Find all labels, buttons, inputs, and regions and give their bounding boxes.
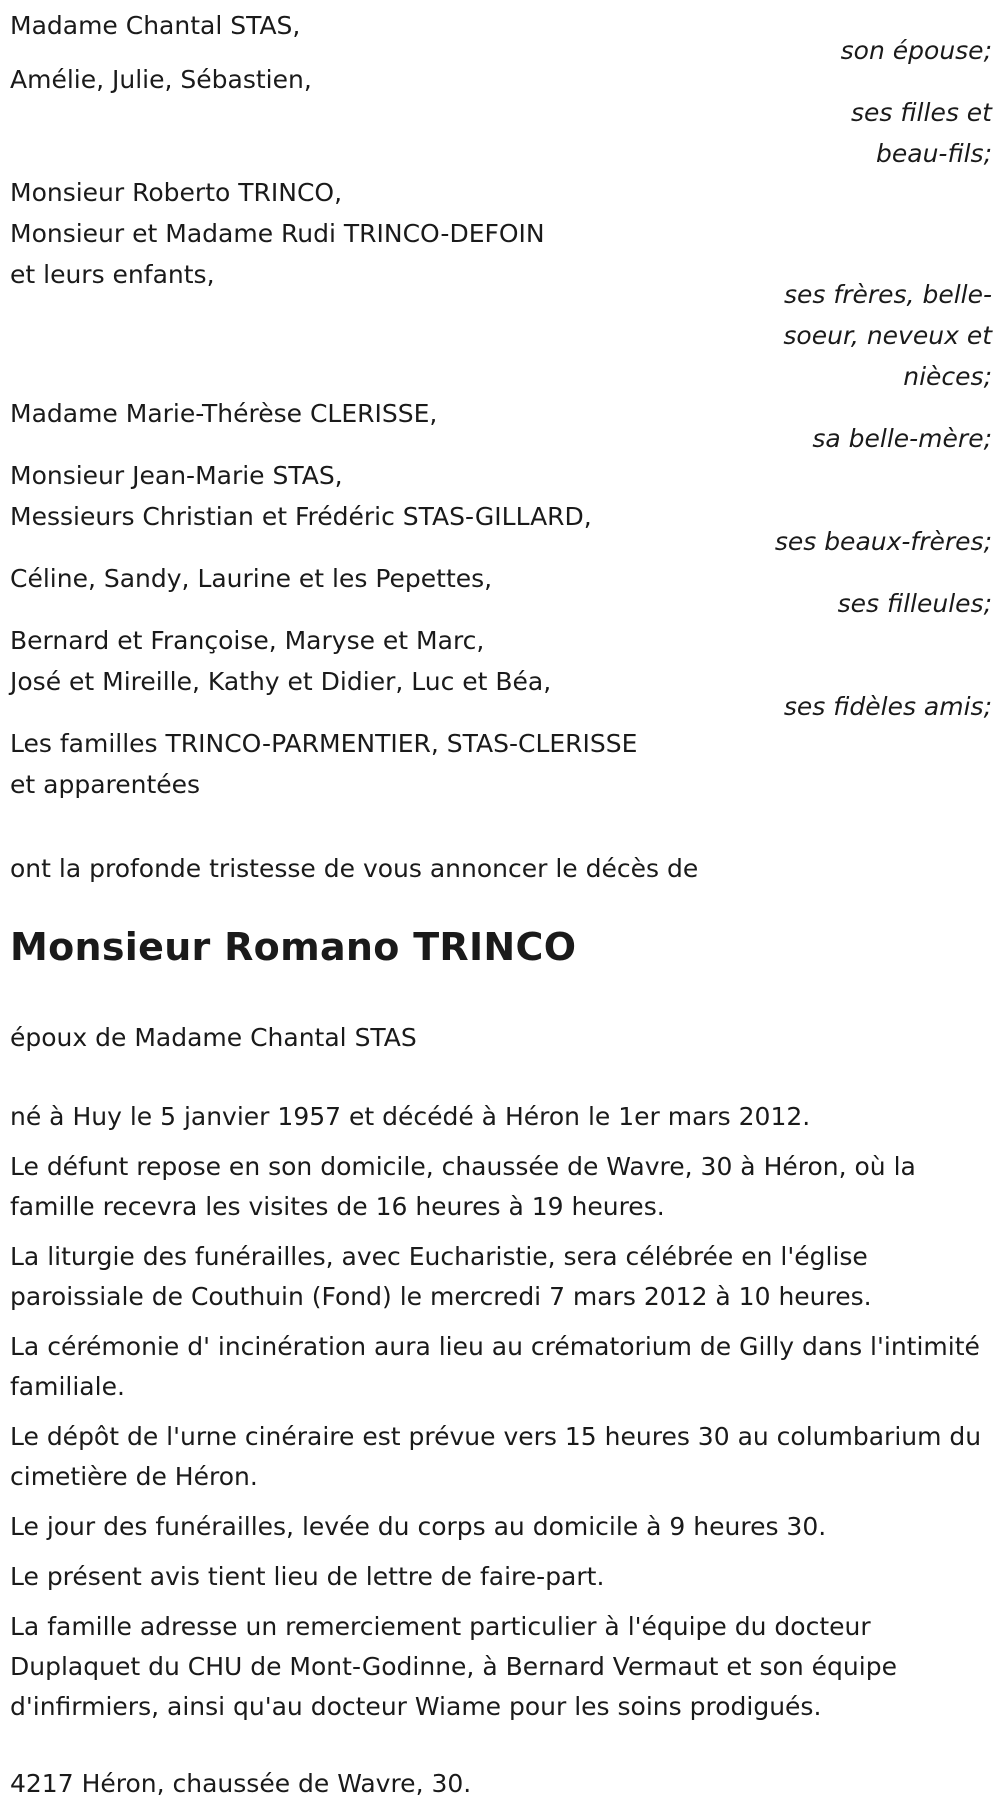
family-group-names xyxy=(10,620,670,702)
family-name-line: Monsieur Jean-Marie STAS, xyxy=(10,461,343,490)
family-group-names xyxy=(10,5,670,46)
family-name-line: Amélie, Julie, Sébastien, xyxy=(10,65,312,94)
family-group-names xyxy=(10,455,670,537)
deceased-name-heading: Monsieur Romano TRINCO xyxy=(10,925,577,969)
family-name-line: Madame Marie-Thérèse CLERISSE, xyxy=(10,399,438,428)
detail-paragraph: Le présent avis tient lieu de lettre de faire-part. xyxy=(10,1562,605,1591)
family-group-names xyxy=(10,723,670,805)
family-name-line: Messieurs Christian et Frédéric STAS-GILLARD, xyxy=(10,502,592,531)
family-name-line: et leurs enfants, xyxy=(10,260,215,289)
family-name-line: et apparentées xyxy=(10,770,201,799)
detail-paragraph: La liturgie des funérailles, avec Eucharistie, sera célébrée en l'église paroissiale de Couthuin (Fond) le mercredi 7 mars 2012 à 10 heures. xyxy=(10,1242,872,1311)
detail-paragraph: Le jour des funérailles, levée du corps au domicile à 9 heures 30. xyxy=(10,1512,827,1541)
family-group-role xyxy=(742,686,992,727)
family-role-line: ses filles et xyxy=(851,98,992,127)
family-name-line: Monsieur Roberto TRINCO, xyxy=(10,178,343,207)
family-name-line: José et Mireille, Kathy et Didier, Luc et Béa, xyxy=(10,667,552,696)
detail-paragraph: La cérémonie d' incinération aura lieu au crématorium de Gilly dans l'intimité familiale. xyxy=(10,1332,980,1401)
family-name-line: Monsieur et Madame Rudi TRINCO-DEFOIN xyxy=(10,219,545,248)
detail-paragraph: La famille adresse un remerciement particulier à l'équipe du docteur Duplaquet du CHU de Mont-Godinne, à Bernard Vermaut et son équipe d'infirmiers, ainsi qu'au docteur Wiame pour les soins prodigués. xyxy=(10,1612,897,1721)
family-role-line: soeur, neveux et xyxy=(783,321,992,350)
details-section xyxy=(10,1097,995,1737)
family-role-line: nièces; xyxy=(903,362,992,391)
family-role-line: son épouse; xyxy=(840,36,992,65)
family-group-names xyxy=(10,393,670,434)
family-role-line: sa belle-mère; xyxy=(812,424,992,453)
family-name-line: Les familles TRINCO-PARMENTIER, STAS-CLERISSE xyxy=(10,729,638,758)
spouse-line: époux de Madame Chantal STAS xyxy=(10,1023,417,1052)
family-group-role xyxy=(742,92,992,174)
family-group-names xyxy=(10,172,670,295)
family-name-line: Bernard et Françoise, Maryse et Marc, xyxy=(10,626,485,655)
detail-paragraph: né à Huy le 5 janvier 1957 et décédé à Héron le 1er mars 2012. xyxy=(10,1102,811,1131)
detail-paragraph: Le défunt repose en son domicile, chaussée de Wavre, 30 à Héron, où la famille recevra les visites de 16 heures à 19 heures. xyxy=(10,1152,916,1221)
family-role-line: ses filleules; xyxy=(837,589,992,618)
announcement-text: ont la profonde tristesse de vous annoncer le décès de xyxy=(10,854,699,883)
family-group-role xyxy=(742,418,992,459)
family-name-line: Céline, Sandy, Laurine et les Pepettes, xyxy=(10,564,493,593)
family-group-names xyxy=(10,558,670,599)
family-group-role xyxy=(742,521,992,562)
family-group-names xyxy=(10,59,670,100)
family-group-role xyxy=(742,30,992,71)
family-role-line: beau-fils; xyxy=(876,139,992,168)
family-role-line: ses fidèles amis; xyxy=(783,692,992,721)
family-group-role xyxy=(742,583,992,624)
family-role-line: ses beaux-frères; xyxy=(774,527,992,556)
family-role-line: ses frères, belle- xyxy=(784,280,992,309)
family-name-line: Madame Chantal STAS, xyxy=(10,11,301,40)
family-group-role xyxy=(742,274,992,397)
address-line: 4217 Héron, chaussée de Wavre, 30. xyxy=(10,1769,472,1798)
detail-paragraph: Le dépôt de l'urne cinéraire est prévue vers 15 heures 30 au columbarium du cimetière de Héron. xyxy=(10,1422,982,1491)
